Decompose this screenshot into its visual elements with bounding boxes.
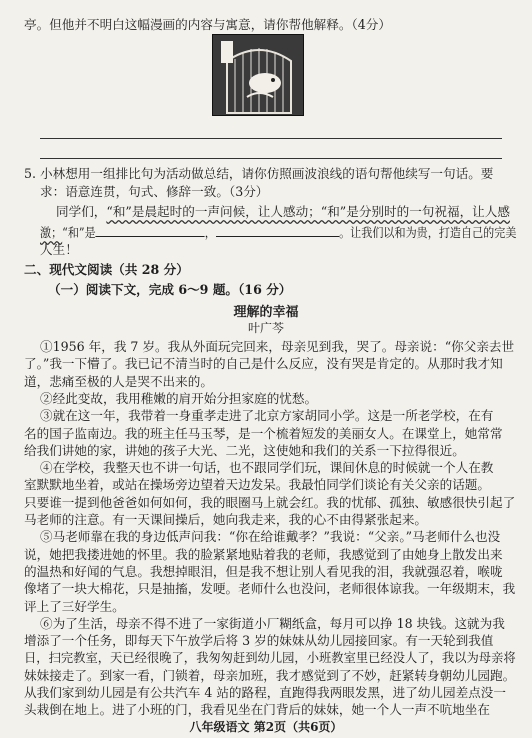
page-footer: 八年级语文 第2页（共6页） bbox=[189, 720, 343, 734]
paragraph-line: 妹妹接走了。到家一看，门锁着，母亲加班，我才感觉到了不妙，赶紧转身朝幼儿园跑。 bbox=[24, 667, 516, 683]
paragraph-line: 日，扫完教室，天已经很晚了，我匆匆赶到幼儿园，小班教室里已经没人了，我以为母亲将 bbox=[24, 650, 516, 666]
paragraph-line: 的温热和好闻的气息。我想掉眼泪，但是我不想让别人看见我的泪，我就强忍着，喉咙 bbox=[24, 563, 503, 579]
question-5-line-2: 求：语意连贯，句式、修辞一致。（3分） bbox=[40, 184, 269, 199]
question-5-line-1: 5. 小林想用一组排比句为活动做总结，请你仿照画波浪线的语句帮他续写一句话。要 bbox=[24, 166, 494, 181]
paragraph-line: 增添了一个任务，即每天下午放学后将 3 岁的妹妹从幼儿园接回家。有一天轮到我值 bbox=[24, 633, 494, 649]
paragraph-line: ④在学校，我整天也不讲一句话，也不跟同学们玩，课间休息的时候就一个人在教 bbox=[40, 460, 494, 476]
paragraph-line: 说，她把我搂进她的怀里。我的脸紧紧地贴着我的老师，我感觉到了由她身上散发出来 bbox=[24, 546, 503, 562]
q5-part-a: “和”是 bbox=[62, 225, 96, 240]
paragraph-line: 从我们家到幼儿园是有公共汽车 4 站的路程，直跑得我两眼发黑，进了幼儿园差点没一 bbox=[24, 685, 506, 700]
paragraph-line: ③就在这一年，我带着一身重孝走进了北京方家胡同小学。这是一所老学校，在有 bbox=[40, 408, 494, 424]
paragraph-line: 像堵了一块大棉花，只是抽搐，发哽。老师什么也没问，老师很体谅我。一年级期末，我 bbox=[24, 581, 516, 597]
section-heading: 二、现代文阅读（共 28 分） bbox=[24, 262, 189, 277]
paragraph-line: 道，悲痛至极的人是哭不出来的。 bbox=[24, 373, 213, 389]
paragraph-line: 给我们讲她的家，讲她的孩子大光、二光，这使她和我们的关系一下拉得很近。 bbox=[24, 442, 465, 458]
question-5-line-4 bbox=[40, 224, 516, 241]
paragraph-line: ⑤马老师靠在我的身边低声问我：“你在给谁戴孝？”我说：“父亲。”马老师什么也没 bbox=[40, 529, 501, 545]
question-5-line-5: 人生！ bbox=[40, 242, 78, 257]
paragraph-line: 只要谁一提到他爸爸如何如何，我的眼圈马上就会红。我的忧郁、孤独、敏感很快引起了 bbox=[24, 494, 516, 510]
q5-blank-2[interactable] bbox=[216, 224, 339, 237]
q5-part-c: 。让我们以和为贵，打造自己的完美 bbox=[339, 225, 517, 240]
paragraph-line: 头栽倒在地上。进了小班的门，我看见坐在门背后的妹妹，她一个人一声不吭地坐在 bbox=[24, 702, 490, 718]
paragraph-line: ①1956 年，我 7 岁。我从外面玩完回来，母亲见到我，哭了。母亲说：“你父亲去世 bbox=[40, 339, 515, 354]
question-5-line-3 bbox=[56, 204, 510, 220]
paragraph-line: 了。”我一下懵了。我已记不清当时的自己是什么反应，没有哭是肯定的。从那时我才知 bbox=[24, 356, 503, 372]
cartoon-drawing bbox=[213, 35, 303, 115]
paragraph-line: 室默默地坐着，或站在操场旁边望着天边发呆。我最怕同学们谈论有关父亲的话题。 bbox=[24, 477, 490, 493]
article-title: 理解的幸福 bbox=[233, 305, 299, 320]
paragraph-line: ②经此变故，我用稚嫩的肩开始分担家庭的忧愁。 bbox=[40, 390, 318, 406]
q5-part-b: ， bbox=[204, 225, 216, 240]
cartoon-image bbox=[212, 34, 304, 116]
answer-line-1[interactable] bbox=[40, 138, 502, 139]
question-4-tail: 亭。但他并不明白这幅漫画的内容与寓意，请你帮他解释。（4分） bbox=[24, 17, 391, 32]
article-author: 叶广芩 bbox=[247, 321, 284, 335]
answer-line-2[interactable] bbox=[40, 158, 502, 159]
q5-blank-1[interactable] bbox=[96, 224, 205, 237]
paragraph-line: 名的国子监南边。我的班主任马玉琴，是一个梳着短发的美丽女人。在课堂上，她常常 bbox=[24, 425, 503, 441]
q5-wavy-end: 激； bbox=[40, 225, 63, 240]
paragraph-line: 马老师的注意。有一天课间操后，她向我走来，我的心不由得紧张起来。 bbox=[24, 512, 427, 527]
paragraph-line: 评上了三好学生。 bbox=[24, 598, 125, 614]
q5-prefix: 同学们， bbox=[56, 204, 107, 219]
q5-wavy-sentence: “和”是晨起时的一声问候，让人感动；“和”是分别时的一句祝福，让人感 bbox=[106, 204, 510, 219]
sub-heading: （一）阅读下文，完成 6～9 题。（16 分） bbox=[48, 282, 292, 297]
paragraph-line: ⑥为了生活，母亲不得不进了一家街道小厂糊纸盒，每月可以挣 18 块钱。这就为我 bbox=[40, 615, 505, 631]
